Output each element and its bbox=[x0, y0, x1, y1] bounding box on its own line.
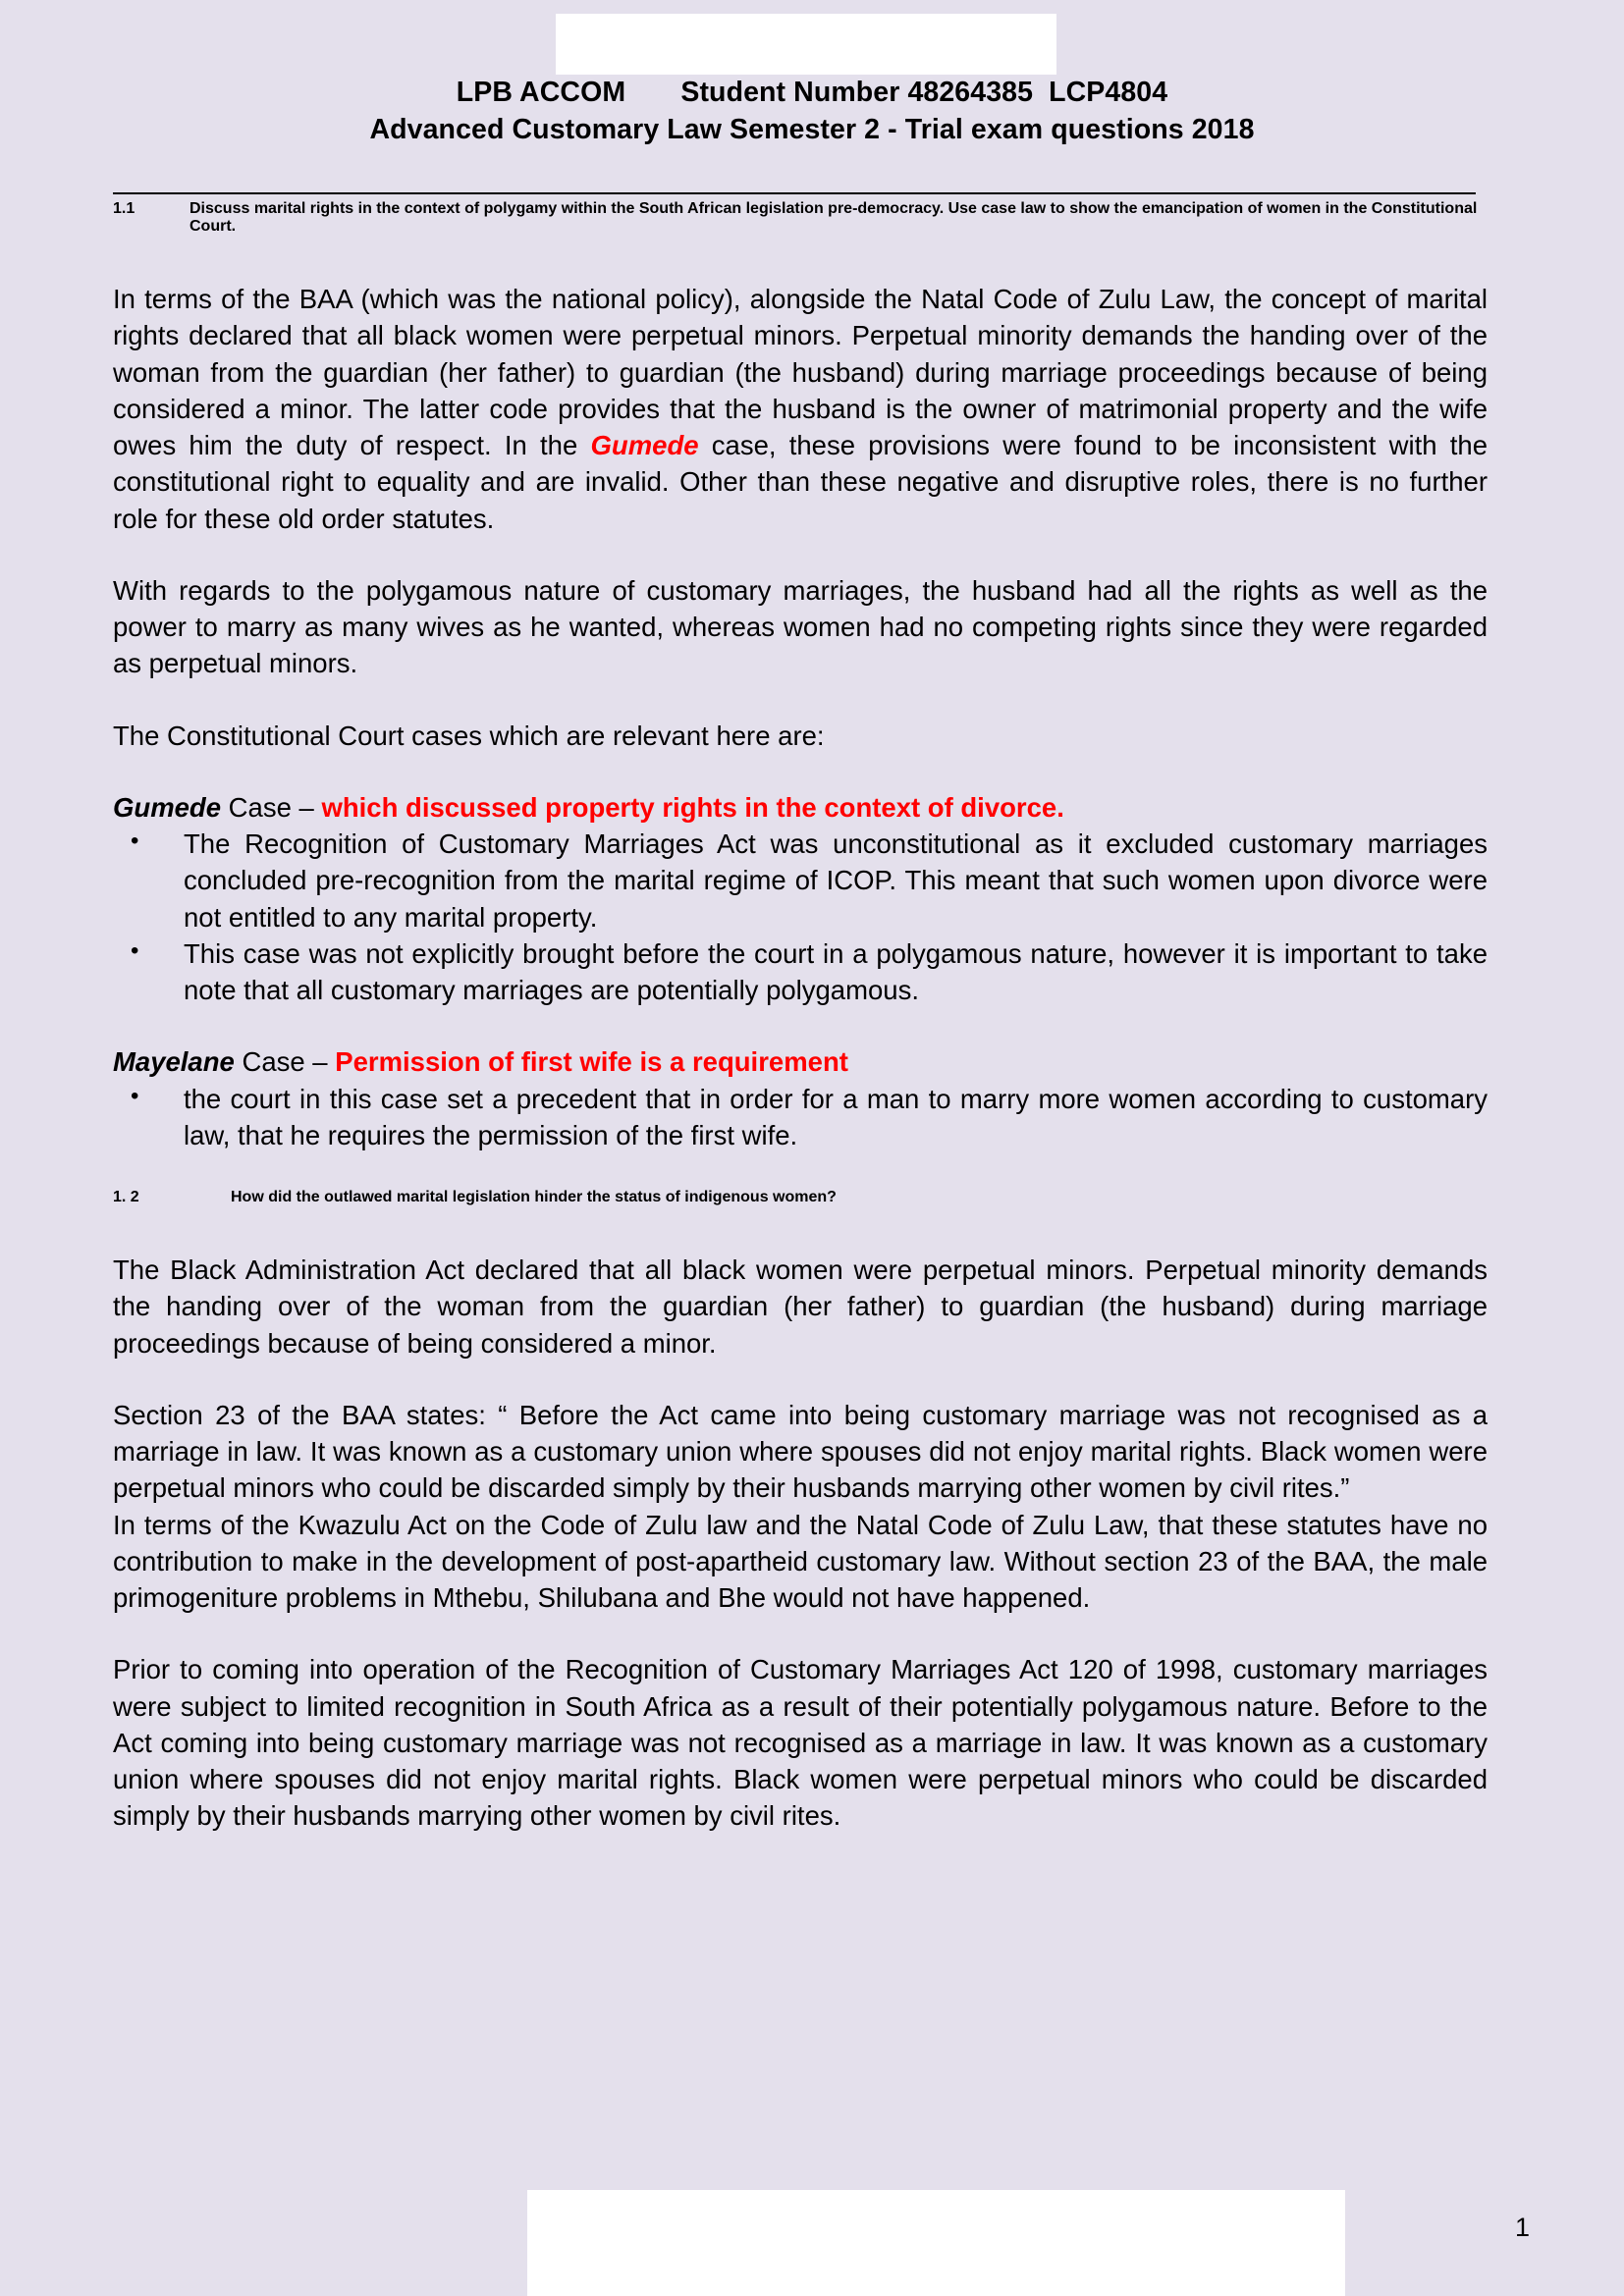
question-1-2-number: 1. 2 bbox=[113, 1189, 139, 1205]
spacer bbox=[113, 537, 1488, 572]
list-item bbox=[113, 1081, 1488, 1154]
paragraph-prior-to-recognition-act: Prior to coming into operation of the Recognition of Customary Marriages Act 120 of 1998, customary marriages were subject to limited recognition in South Africa as a result of their potentially polygamous nature. Before to the Act coming into being customary marriage was not recognised as a marriage in law. It was known as a customary union where spouses did not enjoy marital rights. Black women were perpetual minors who could be discarded simply by their husbands marrying other women by civil rites. bbox=[113, 1654, 1488, 1832]
spacer bbox=[113, 1616, 1488, 1651]
question-1-2-text: How did the outlawed marital legislation hinder the status of indigenous women? bbox=[231, 1189, 837, 1205]
list-item-text: The Recognition of Customary Marriages Act was unconstitutional as it excluded customary marriages concluded pre-recognition from the marital regime of ICOP. This meant that such women upon divorce were not entitled to any marital property. bbox=[184, 828, 1488, 933]
list-item bbox=[113, 935, 1488, 1009]
paragraph-section-23-quote: Section 23 of the BAA states: “ Before the Act came into being customary marriage was not recognised as a marriage in law. It was known as a customary union where spouses did not enjoy marital rights. Black women were perpetual minors who could be discarded simply by their husbands marrying other women by civil rites.” bbox=[113, 1399, 1488, 1504]
mayelane-bullet-list bbox=[113, 1081, 1488, 1154]
question-1-2-heading bbox=[113, 1189, 1488, 1206]
mayelane-case-name: Mayelane bbox=[113, 1046, 235, 1078]
student-number-label: Student Number 48264385 LCP4804 bbox=[680, 77, 1168, 108]
footer-placeholder-box bbox=[527, 2190, 1345, 2296]
document-title-block bbox=[0, 75, 1624, 149]
gumede-case-name: Gumede bbox=[113, 791, 222, 823]
gumede-inline-case-name: Gumede bbox=[590, 430, 699, 460]
bullet-icon: • bbox=[131, 936, 139, 964]
document-content bbox=[113, 192, 1488, 1835]
para-1-part-a: In terms of the BAA (which was the national policy), alongside the Natal Code of Zulu Law, the concept of marital rights declared that all black women were perpetual minors. Perpetual minority demands the handing over of the woman from the guardian (her father) to guardian (the husband) during marriage proceedings because of being considered a minor. The latter code provides that the husband is the owner of matrimonial property and the wife owes him the duty of respect. In the bbox=[113, 284, 1488, 460]
gumede-case-label: Case – bbox=[221, 791, 322, 823]
mayelane-case-heading bbox=[113, 1043, 1488, 1080]
document-title-line-1 bbox=[0, 75, 1624, 112]
bullet-icon: • bbox=[131, 828, 139, 854]
header-divider bbox=[113, 192, 1476, 194]
paragraph-relevant-cases-intro: The Constitutional Court cases which are relevant here are: bbox=[113, 720, 825, 751]
gumede-case-heading bbox=[113, 789, 1488, 826]
list-item bbox=[113, 826, 1488, 935]
bullet-icon: • bbox=[131, 1082, 139, 1109]
title-gap bbox=[625, 77, 680, 108]
header-placeholder-box bbox=[556, 14, 1056, 75]
spacer bbox=[113, 682, 1488, 718]
document-title-line-2: Advanced Customary Law Semester 2 - Trial exam questions 2018 bbox=[369, 113, 1255, 145]
spacer bbox=[113, 236, 1488, 281]
paragraph-black-administration-act: The Black Administration Act declared that all black women were perpetual minors. Perpetual minority demands the handing over of the woman from the guardian (her father) to guardian (the husband) during marriage proceedings because of being considered a minor. bbox=[113, 1255, 1488, 1359]
spacer bbox=[113, 1008, 1488, 1043]
question-1-1-heading bbox=[113, 200, 1488, 236]
paragraph-baa-marital-rights bbox=[113, 281, 1488, 537]
paragraph-polygamous-nature: With regards to the polygamous nature of customary marriages, the husband had all the rights as well as the power to marry as many wives as he wanted, whereas women had no competing rights since they were regarded as perpetual minors. bbox=[113, 574, 1488, 679]
mayelane-case-label: Case – bbox=[234, 1046, 336, 1078]
gumede-bullet-list bbox=[113, 826, 1488, 1008]
spacer bbox=[113, 1362, 1488, 1397]
page-number: 1 bbox=[1514, 2213, 1530, 2242]
question-1-1-text: Discuss marital rights in the context of polygamy within the South African legislation pre-democracy. Use case law to show the emancipation of women in the Constitutional Court. bbox=[189, 200, 1478, 235]
spacer bbox=[113, 1153, 1488, 1189]
list-item-text: the court in this case set a precedent that in order for a man to marry more women according to customary law, that he requires the permission of the first wife. bbox=[184, 1083, 1488, 1150]
para-1-part-b: case, these provisions were found to be inconsistent with the constitutional right to equality and are invalid. Other than these negative and disruptive roles, there is no further role for these old order statutes. bbox=[113, 430, 1488, 534]
mayelane-case-summary: Permission of first wife is a requirement bbox=[335, 1046, 848, 1078]
list-item-text: This case was not explicitly brought before the court in a polygamous nature, however it is important to take note that all customary marriages are potentially polygamous. bbox=[184, 937, 1488, 1005]
spacer bbox=[113, 754, 1488, 789]
spacer bbox=[113, 1206, 1488, 1252]
course-code-label: LPB ACCOM bbox=[456, 77, 626, 108]
gumede-case-summary: which discussed property rights in the context of divorce. bbox=[321, 791, 1064, 823]
paragraph-kwazulu-act: In terms of the Kwazulu Act on the Code of Zulu law and the Natal Code of Zulu Law, that these statutes have no contribution to make in the development of post-apartheid customary law. Without section 23 of the BAA, the male primogeniture problems in Mthebu, Shilubana and Bhe would not have happened. bbox=[113, 1509, 1488, 1613]
question-1-1-number: 1.1 bbox=[113, 200, 135, 217]
